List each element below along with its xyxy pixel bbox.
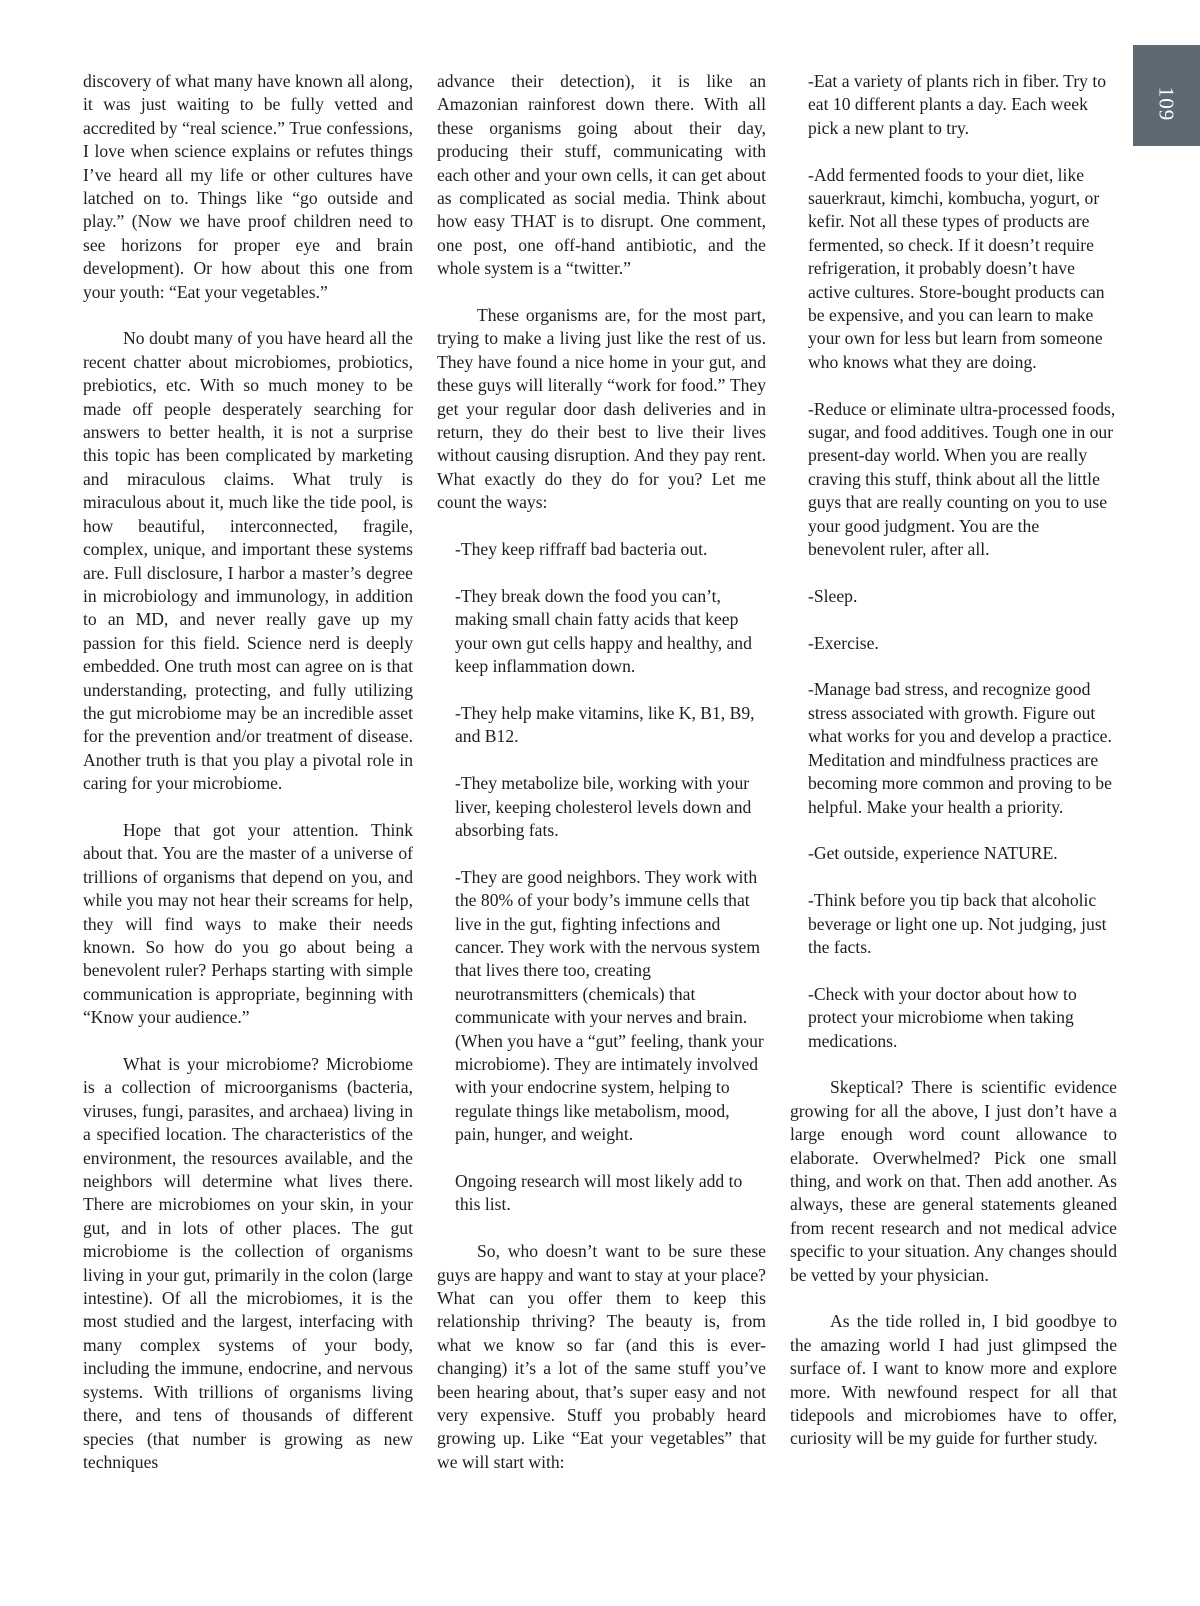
list-item: -Add fermented foods to your diet, like sauerkraut, kimchi, kombucha, yogurt, or kefir. Not all these types of products are fermented, so check. If it doesn’t require refrigeration, it probably doesn’t have active cultures. Store-bought products can be expensive, and you can learn to make your own for less but learn from someone who knows what they are doing. [808, 164, 1105, 372]
text-column-2 [437, 70, 766, 1498]
list-item: -Exercise. [808, 632, 879, 653]
list-item: -They help make vitamins, like K, B1, B9, and B12. [455, 702, 755, 747]
list-item: -Get outside, experience NATURE. [808, 843, 1058, 864]
paragraph: What is your microbiome? Microbiome is a collection of microorganisms (bacteria, viruses, fungi, parasites, and archaea) living in a specified location. The characteristics of the environment, the resources available, and the neighbors will determine what lives there. There are microbiomes on your skin, in your gut, and in lots of other places. The gut microbiome is the collection of organisms living in your gut, primarily in the colon (large intestine). Of all the microbiomes, it is the most studied and the largest, interfacing with many complex systems of your body, including the immune, endocrine, and nervous systems. With trillions of organisms living there, and tens of thousands of different species (that number is growing as new techniques [83, 1054, 413, 1472]
paragraph: No doubt many of you have heard all the recent chatter about microbiomes, probiotics, prebiotics, etc. With so much money to be made off people desperately searching for answers to better health, it is not a surprise this topic has been complicated by marketing and miraculous claims. What truly is miraculous about it, much like the tide pool, is how beautiful, interconnected, fragile, complex, unique, and important these systems are. Full disclosure, I harbor a master’s degree in microbiology and immunology, in addition to an MD, and never really gave up my passion for this field. Science nerd is deeply embedded. One truth most can agree on is that understanding, protecting, and fully utilizing the gut microbiome may be an incredible asset for the prevention and/or treatment of disease. Another truth is that you play a pivotal role in caring for your microbiome. [83, 328, 413, 794]
paragraph: As the tide rolled in, I bid goodbye to the amazing world I had just glimpsed the surface of. I want to know more and explore more. With newfound respect for all that tidepools and microbiomes have to offer, curiosity will be my guide for further study. [790, 1311, 1117, 1449]
list-item: -They keep riffraff bad bacteria out. [455, 539, 708, 560]
list-item: -They break down the food you can’t, making small chain fatty acids that keep your own gut cells happy and healthy, and keep inflammation down. [455, 585, 752, 677]
list-item: -Reduce or eliminate ultra-processed foods, sugar, and food additives. Tough one in our present-day world. When you are really craving this stuff, think about all the little guys that are really counting on you to use your good judgment. You are the benevolent ruler, after all. [808, 398, 1116, 560]
paragraph: So, who doesn’t want to be sure these guys are happy and want to stay at your place? What can you offer them to keep this relationship thriving? The beauty is, from what we know so far (and this is ever-changing) it’s a lot of the same stuff you’ve been hearing about, that’s super easy and not very expensive. Stuff you probably heard growing up. Like “Eat your vegetables” that we will start with: [437, 1241, 766, 1472]
paragraph: Hope that got your attention. Think about that. You are the master of a universe of trillions of organisms that depend on you, and while you may not hear their screams for help, they will find ways to make their needs known. So how do you go about being a benevolent ruler? Perhaps starting with simple communication is appropriate, beginning with “Know your audience.” [83, 819, 413, 1028]
paragraph: discovery of what many have known all along, it was just waiting to be fully vetted and accredited by “real science.” True confessions, I love when science explains or refutes things I’ve heard all my life or other cultures have latched on to. Things like “go outside and play.” (Now we have proof children need to see horizons for proper eye and brain development). Or how about this one from your youth: “Eat your vegetables.” [83, 71, 413, 302]
text-column-1 [83, 70, 413, 1498]
page-number: 109 [1154, 86, 1179, 122]
paragraph: These organisms are, for the most part, trying to make a living just like the rest of us. They have found a nice home in your gut, and these guys will literally “work for food.” They get your regular door dash deliveries and in return, they do their best to live their lives without causing disruption. And they pay rent. What exactly do they do for you? Let me count the ways: [437, 305, 766, 513]
paragraph: Ongoing research will most likely add to this list. [455, 1170, 743, 1215]
list-item: -Check with your doctor about how to protect your microbiome when taking medications. [808, 983, 1077, 1051]
list-item: -They are good neighbors. They work with the 80% of your body’s immune cells that live in the gut, fighting infections and cancer. They work with the nervous system that lives there too, creating neurotransmitters (chemicals) that communicate with your nerves and brain. (When you have a “gut” feeling, thank your microbiome). They are intimately involved with your endocrine system, helping to regulate things like metabolism, mood, pain, hunger, and weight. [455, 866, 764, 1145]
text-column-3 [790, 70, 1117, 1474]
paragraph: Skeptical? There is scientific evidence growing for all the above, I just don’t have a large enough word count allowance to elaborate. Overwhelmed? Pick one small thing, and work on that. Then add another. As always, these are general statements gleaned from recent research and not medical advice specific to your situation. Any changes should be vetted by your physician. [790, 1077, 1117, 1285]
list-item: -Sleep. [808, 585, 858, 606]
list-item: -Think before you tip back that alcoholic beverage or light one up. Not judging, just the facts. [808, 890, 1107, 957]
list-item: -Eat a variety of plants rich in fiber. Try to eat 10 different plants a day. Each week pick a new plant to try. [808, 71, 1107, 138]
list-item: -Manage bad stress, and recognize good stress associated with growth. Figure out what works for you and develop a practice. Meditation and mindfulness practices are becoming more common and proving to be helpful. Make your health a priority. [808, 679, 1112, 817]
list-item: -They metabolize bile, working with your liver, keeping cholesterol levels down and absorbing fats. [455, 773, 752, 840]
paragraph: advance their detection), it is like an Amazonian rainforest down there. With all these organisms going about their day, producing their stuff, communicating with each other and your own cells, it can get about as complicated as social media. Think about how easy THAT is to disrupt. One comment, one post, one off-hand antibiotic, and the whole system is a “twitter.” [437, 71, 766, 279]
